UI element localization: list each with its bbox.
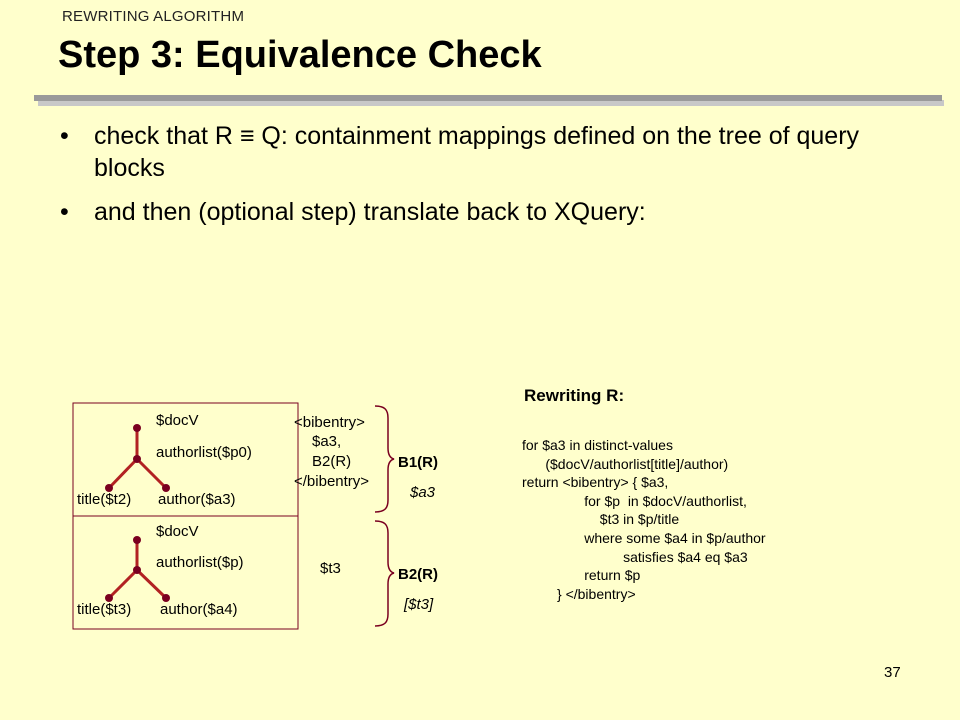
bullet-dot-icon: •: [60, 122, 69, 150]
bullet-text: check that R ≡ Q: containment mappings defined on the tree of query blocks: [94, 122, 860, 182]
b1-var: $a3: [410, 484, 436, 501]
rewriting-code: [522, 436, 766, 603]
b2-label: B2(R): [398, 566, 438, 583]
slide-title: Step 3: Equivalence Check: [58, 34, 542, 76]
code-line: ($docV/authorlist[title]/author): [522, 455, 729, 472]
tree2-node-middle: [133, 566, 141, 574]
tree2-node-root: [133, 536, 141, 544]
code-line: for $p in $docV/authorlist,: [522, 492, 747, 509]
brace-b1: [375, 406, 394, 512]
code-line: } </bibentry>: [522, 585, 636, 602]
tree1-edge-left: [109, 459, 137, 488]
tree2-edge-right: [137, 570, 166, 598]
tree1-edge-right: [137, 459, 166, 488]
tree1-node-root: [133, 424, 141, 432]
tree1-right-leaf-label: author($a3): [158, 491, 236, 508]
brace-b2: [375, 521, 394, 626]
tree2-middle-label: authorlist($p): [156, 554, 244, 571]
return1-line2: B2(R): [312, 453, 352, 470]
code-line: where some $a4 in $p/author: [522, 529, 766, 546]
tree1-node-middle: [133, 455, 141, 463]
tree1-middle-label: authorlist($p0): [156, 444, 252, 461]
tree1-left-leaf-label: title($t2): [77, 491, 132, 508]
page-number: 37: [884, 664, 901, 681]
return1-line1: $a3,: [312, 433, 342, 450]
b1-label: B1(R): [398, 454, 438, 471]
tree2-left-leaf-label: title($t3): [77, 601, 132, 618]
bullet-dot-icon: •: [60, 198, 69, 226]
return1-open-tag: <bibentry>: [294, 414, 365, 431]
return1-close-tag: </bibentry>: [294, 473, 370, 490]
tree1-root-label: $docV: [156, 412, 199, 429]
section-label: REWRITING ALGORITHM: [62, 8, 245, 25]
code-line: return $p: [522, 567, 641, 584]
code-line: for $a3 in distinct-values: [522, 437, 673, 453]
code-line: return <bibentry> { $a3,: [522, 474, 669, 491]
return2-text: $t3: [320, 560, 341, 577]
bullet-text: and then (optional step) translate back to XQuery:: [94, 198, 646, 226]
rewriting-title: Rewriting R:: [524, 386, 625, 405]
tree2-edge-left: [109, 570, 137, 598]
code-line: satisfies $a4 eq $a3: [522, 548, 748, 565]
code-line: $t3 in $p/title: [522, 511, 680, 528]
tree2-root-label: $docV: [156, 523, 199, 540]
tree2-right-leaf-label: author($a4): [160, 601, 238, 618]
b2-var: [$t3]: [404, 596, 434, 613]
